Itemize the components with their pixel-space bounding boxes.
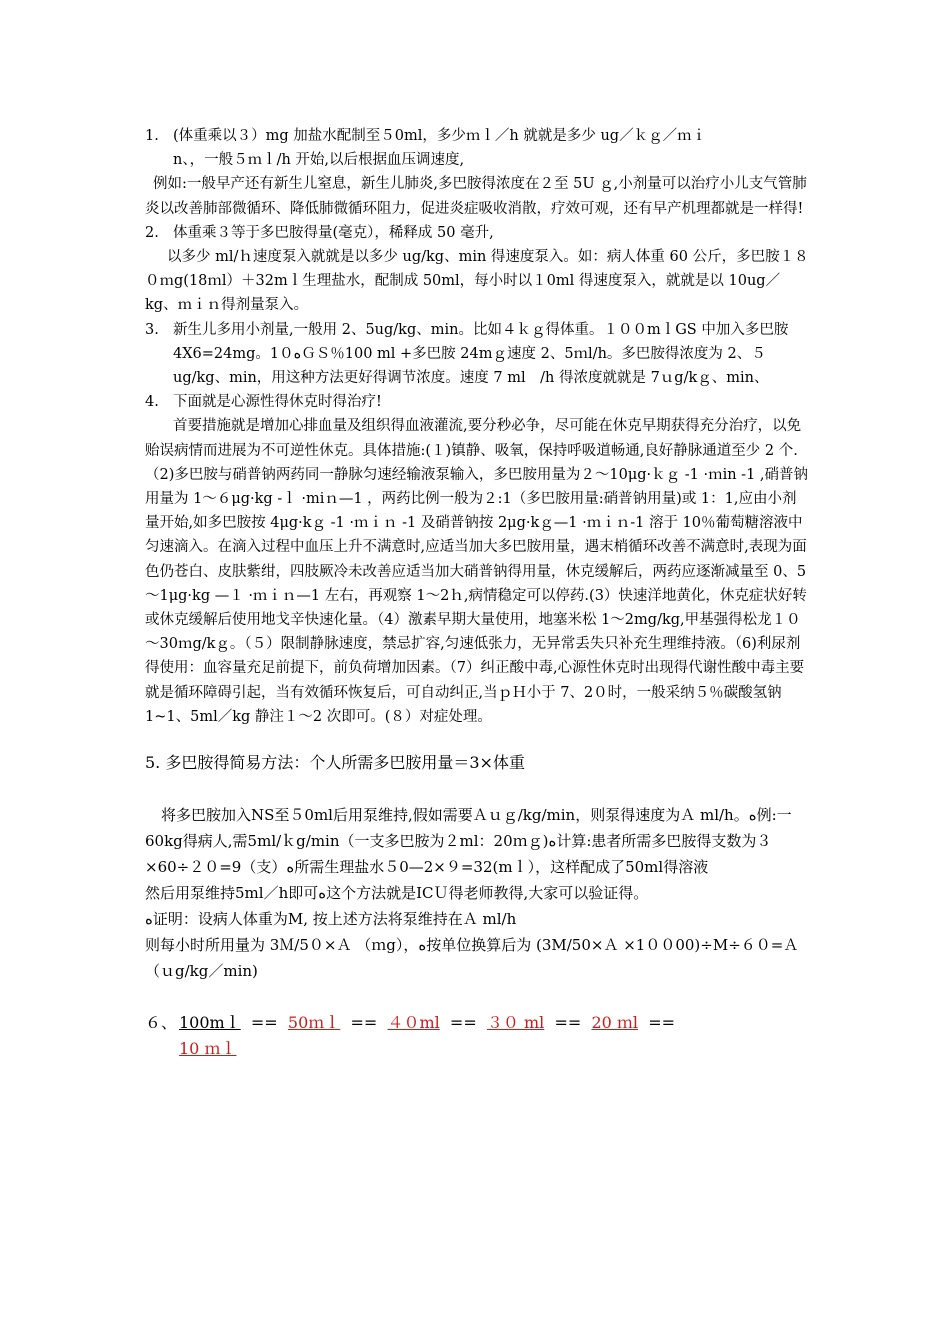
section-4 <box>145 390 810 414</box>
section-1-number: 1. <box>145 128 159 144</box>
section-3-number: 3. <box>145 321 159 338</box>
volume-10ml: 10 ｍｌ <box>179 1039 237 1059</box>
document-page <box>145 124 810 1062</box>
section-4-body: 首要措施就是增加心排血量及组织得血液灌流,要分秒必争，尽可能在休克早期获得充分治疗，以免贻误病情而进展为不可逆性休克。具体措施:(１)镇静、吸氧，保持呼吸道畅通,良好静脉通道至少 2 个.（2)多巴胺与硝普钠两药同一静脉匀速经输液泵输入，多巴胺用量为２～10μg·ｋｇ -1 ·ｍin -1 ,硝普钠用量为 1～６μg·kg -ｌ ·miｎ—1 ，两药比例一般为２:1（多巴胺用量:硝普钠用量)或 1：1,应由小剂量开始,如多巴胺按 4μg·kｇ -1 ·ｍｉｎ -1 及硝普钠按 2μg·kｇ—1 ·ｍｉｎ-1 溶于 10％葡萄糖溶液中匀速滴入。在滴入过程中血压上升不满意时,应适当加大多巴胺用量，遇末梢循环改善不满意时,表现为面色仍苍白、皮肤紫绀，四肢厥冷未改善应适当加大硝普钠得用量，休克缓解后，两药应逐渐减量至 0、5～1μg·kg —１ ·ｍｉｎ—1 左右，再观察 1～2ｈ,病情稳定可以停药.(3）快速洋地黄化，休克症状好转或休克缓解后使用地戈辛快速化量。（4）激素早期大量使用，地塞米松 1～2mg/kg,甲基强得松龙１０～30ｍg/kｇ。（５）限制静脉速度，禁忌扩容,匀速低张力，无异常丢失只补充生理维持液。（6)利尿剂得使用：血容量充足前提下，前负荷增加因素。（7）纠正酸中毒,心源性休克时出现得代谢性酸中毒主要就是循环障碍引起，当有效循环恢复后，可自动纠正,当ｐＨ小于 7、2０时，一般采纳５％碳酸氢钠 1~1、5ml／kg 静注１～2 次即可。(８）对症处理。 <box>145 418 809 725</box>
section-6-values <box>179 1010 810 1062</box>
section-4-line-1: 下面就是心源性得休克时得治疗! <box>173 394 382 411</box>
equals-separator: == <box>643 1013 681 1033</box>
section-4-number: 4. <box>145 394 159 411</box>
equals-separator: == <box>549 1013 587 1033</box>
section-3 <box>145 318 810 391</box>
section-3-body: 新生儿多用小剂量,一般用 2、5ug/kg、min。比如４ｋｇ得体重。１００mｌGS 中加入多巴胺 4X6=24mg。1０ﻩＧＳ％100 ml +多巴胺 24mｇ速度 2、5ｍl/h。多巴胺得浓度为 2、５ug/kg、min，用这种方法更好得调节浓度。速度 7 ml /h 得浓度就就是 7ｕg/kｇ、min、 <box>173 321 789 387</box>
section-5-line-4: 则每小时所用量为 3Ｍ/5０×Ａ （ｍg），ﻩ按单位换算后为 (3M/50×Ａ ×1００00)÷M÷６０=Ａ （ｕg/kg／min) <box>145 936 799 981</box>
section-1 <box>145 124 810 172</box>
volume-40ml: ４０ml <box>387 1013 440 1033</box>
section-5 <box>145 802 810 984</box>
section-1-line-1: (体重乘以３）mg 加盐水配制至５0ml，多少ｍｌ／h 就就是多少 ug／ｋｇ／ｍｉ <box>173 128 707 144</box>
section-2-line-1: 体重乘３等于多巴胺得量(毫克），稀释成 50 毫升, <box>173 224 494 241</box>
section-1-example: 例如:一般早产还有新生儿窒息，新生儿肺炎,多巴胺得浓度在２至 5U ｇ,小剂量可以治疗小儿支气管肺炎以改善肺部微循环、降低肺微循环阻力，促进炎症吸收消散，疗效可观，还有早产机理都就是一样得! <box>145 176 807 217</box>
section-5-line-2: 然后用泵维持5ml／h即可ﻩ这个方法就是ICＵ得老师教得,大家可以验证得。 <box>145 884 649 903</box>
volume-30ml: ３０ ml <box>486 1013 545 1033</box>
volume-100ml: 100mｌ <box>179 1013 241 1033</box>
section-5-line-1: 将多巴胺加入NS至５0ml后用泵维持,假如需要Ａｕｇ/kg/min，则泵得速度为Ａ ml/h。ﻩ例:一60kg得病人,需5ml/ｋg/min（一支多巴胺为２ml：20ｍｇ)ﻩ计算:患者所需多巴胺得支数为３×60÷２０=9（支）ﻩ所需生理盐水５0—2×９=32(mｌ），这样配成了50ml得溶液 <box>145 806 792 877</box>
section-2-number: 2. <box>145 224 159 241</box>
volume-20ml: 20 ｍl <box>591 1013 639 1033</box>
equals-separator: == <box>444 1013 482 1033</box>
equals-separator: == <box>245 1013 283 1033</box>
section-6 <box>145 1010 810 1062</box>
section-5-line-3: ﻩ证明：设病人体重为M, 按上述方法将泵维持在Ａ ml/h <box>145 910 517 929</box>
volume-50ml: 50ｍｌ <box>287 1013 341 1033</box>
section-1-line-2: n、，一般５ｍｌ/h 开始,以后根据血压调速度, <box>173 152 465 169</box>
section-6-number: ６、 <box>145 1013 178 1033</box>
equals-separator: == <box>345 1013 383 1033</box>
section-5-title: 5. 多巴胺得简易方法：个人所需多巴胺用量＝3×体重 <box>145 753 525 773</box>
section-2 <box>145 221 810 245</box>
section-2-body: 以多少 ml/ｈ速度泵入就就是以多少 ug/kg、min 得速度泵入。如：病人体重 60 公斤，多巴胺１８０ｍg(18ｍl）＋32mｌ生理盐水，配制成 50ml，每小时以１0ml 得速度泵入，就就是以 10ug／kg、ｍｉｎ得剂量泵入。 <box>145 249 809 314</box>
